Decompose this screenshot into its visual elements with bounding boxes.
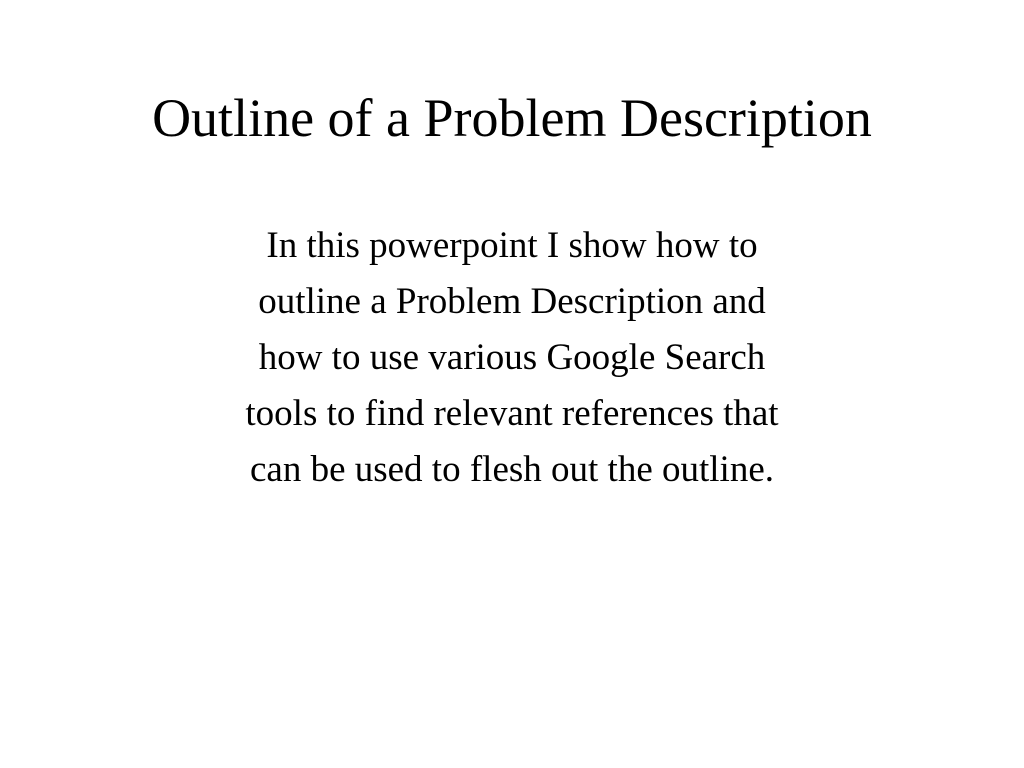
body-line: how to use various Google Search bbox=[258, 337, 766, 378]
body-line: outline a Problem Description and bbox=[258, 281, 766, 322]
slide-body-text bbox=[140, 218, 884, 498]
body-line: can be used to flesh out the outline. bbox=[249, 449, 775, 490]
body-line: In this powerpoint I show how to bbox=[266, 225, 758, 266]
body-line: tools to find relevant references that bbox=[245, 393, 779, 434]
slide-title: Outline of a Problem Description bbox=[152, 88, 872, 148]
